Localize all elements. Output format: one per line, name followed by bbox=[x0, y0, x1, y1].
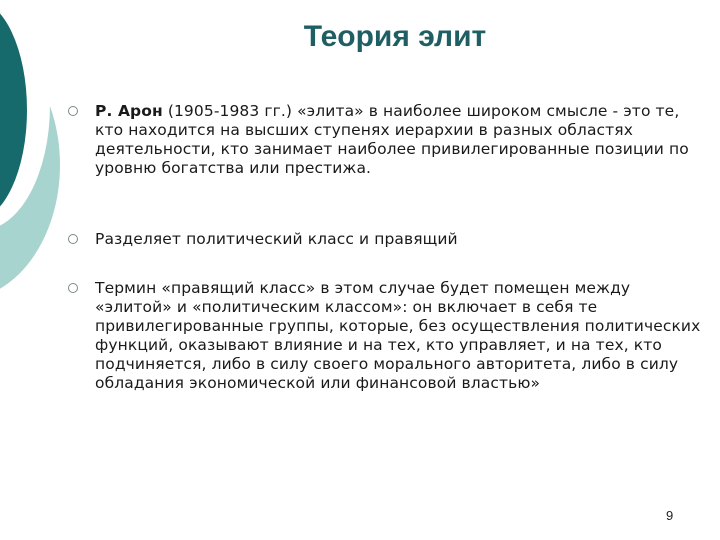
bullet-item-2 bbox=[68, 230, 708, 249]
bullet-circle-icon bbox=[68, 234, 78, 244]
bullet-text: Термин «правящий класс» в этом случае будет помещен между «элитой» и «политическим классом»: он включает в себя те привилегированные группы, которые, без осуществления политических функций, оказывают влияние и на тех, кто управляет, и на тех, кто подчиняется, либо в силу своего морального авторитета, либо в силу обладания экономической или финансовой властью» bbox=[95, 279, 701, 392]
author-name: Р. Арон bbox=[95, 102, 163, 120]
bullet-body: (1905-1983 гг.) «элита» в наиболее широком смысле - это те, кто находится на высших ступенях иерархии в разных областях деятельности, кто занимает наиболее привилегированные позиции по уровню богатства или престижа. bbox=[95, 102, 689, 177]
bullet-circle-icon bbox=[68, 283, 78, 293]
bullet-text bbox=[95, 102, 708, 178]
slide-title: Теория элит bbox=[303, 20, 487, 53]
bullet-item-3 bbox=[68, 279, 708, 393]
page-number: 9 bbox=[666, 508, 674, 523]
bullet-circle-icon bbox=[68, 106, 78, 116]
bullet-item-1 bbox=[68, 102, 708, 178]
bullet-text: Разделяет политический класс и правящий bbox=[95, 230, 458, 248]
